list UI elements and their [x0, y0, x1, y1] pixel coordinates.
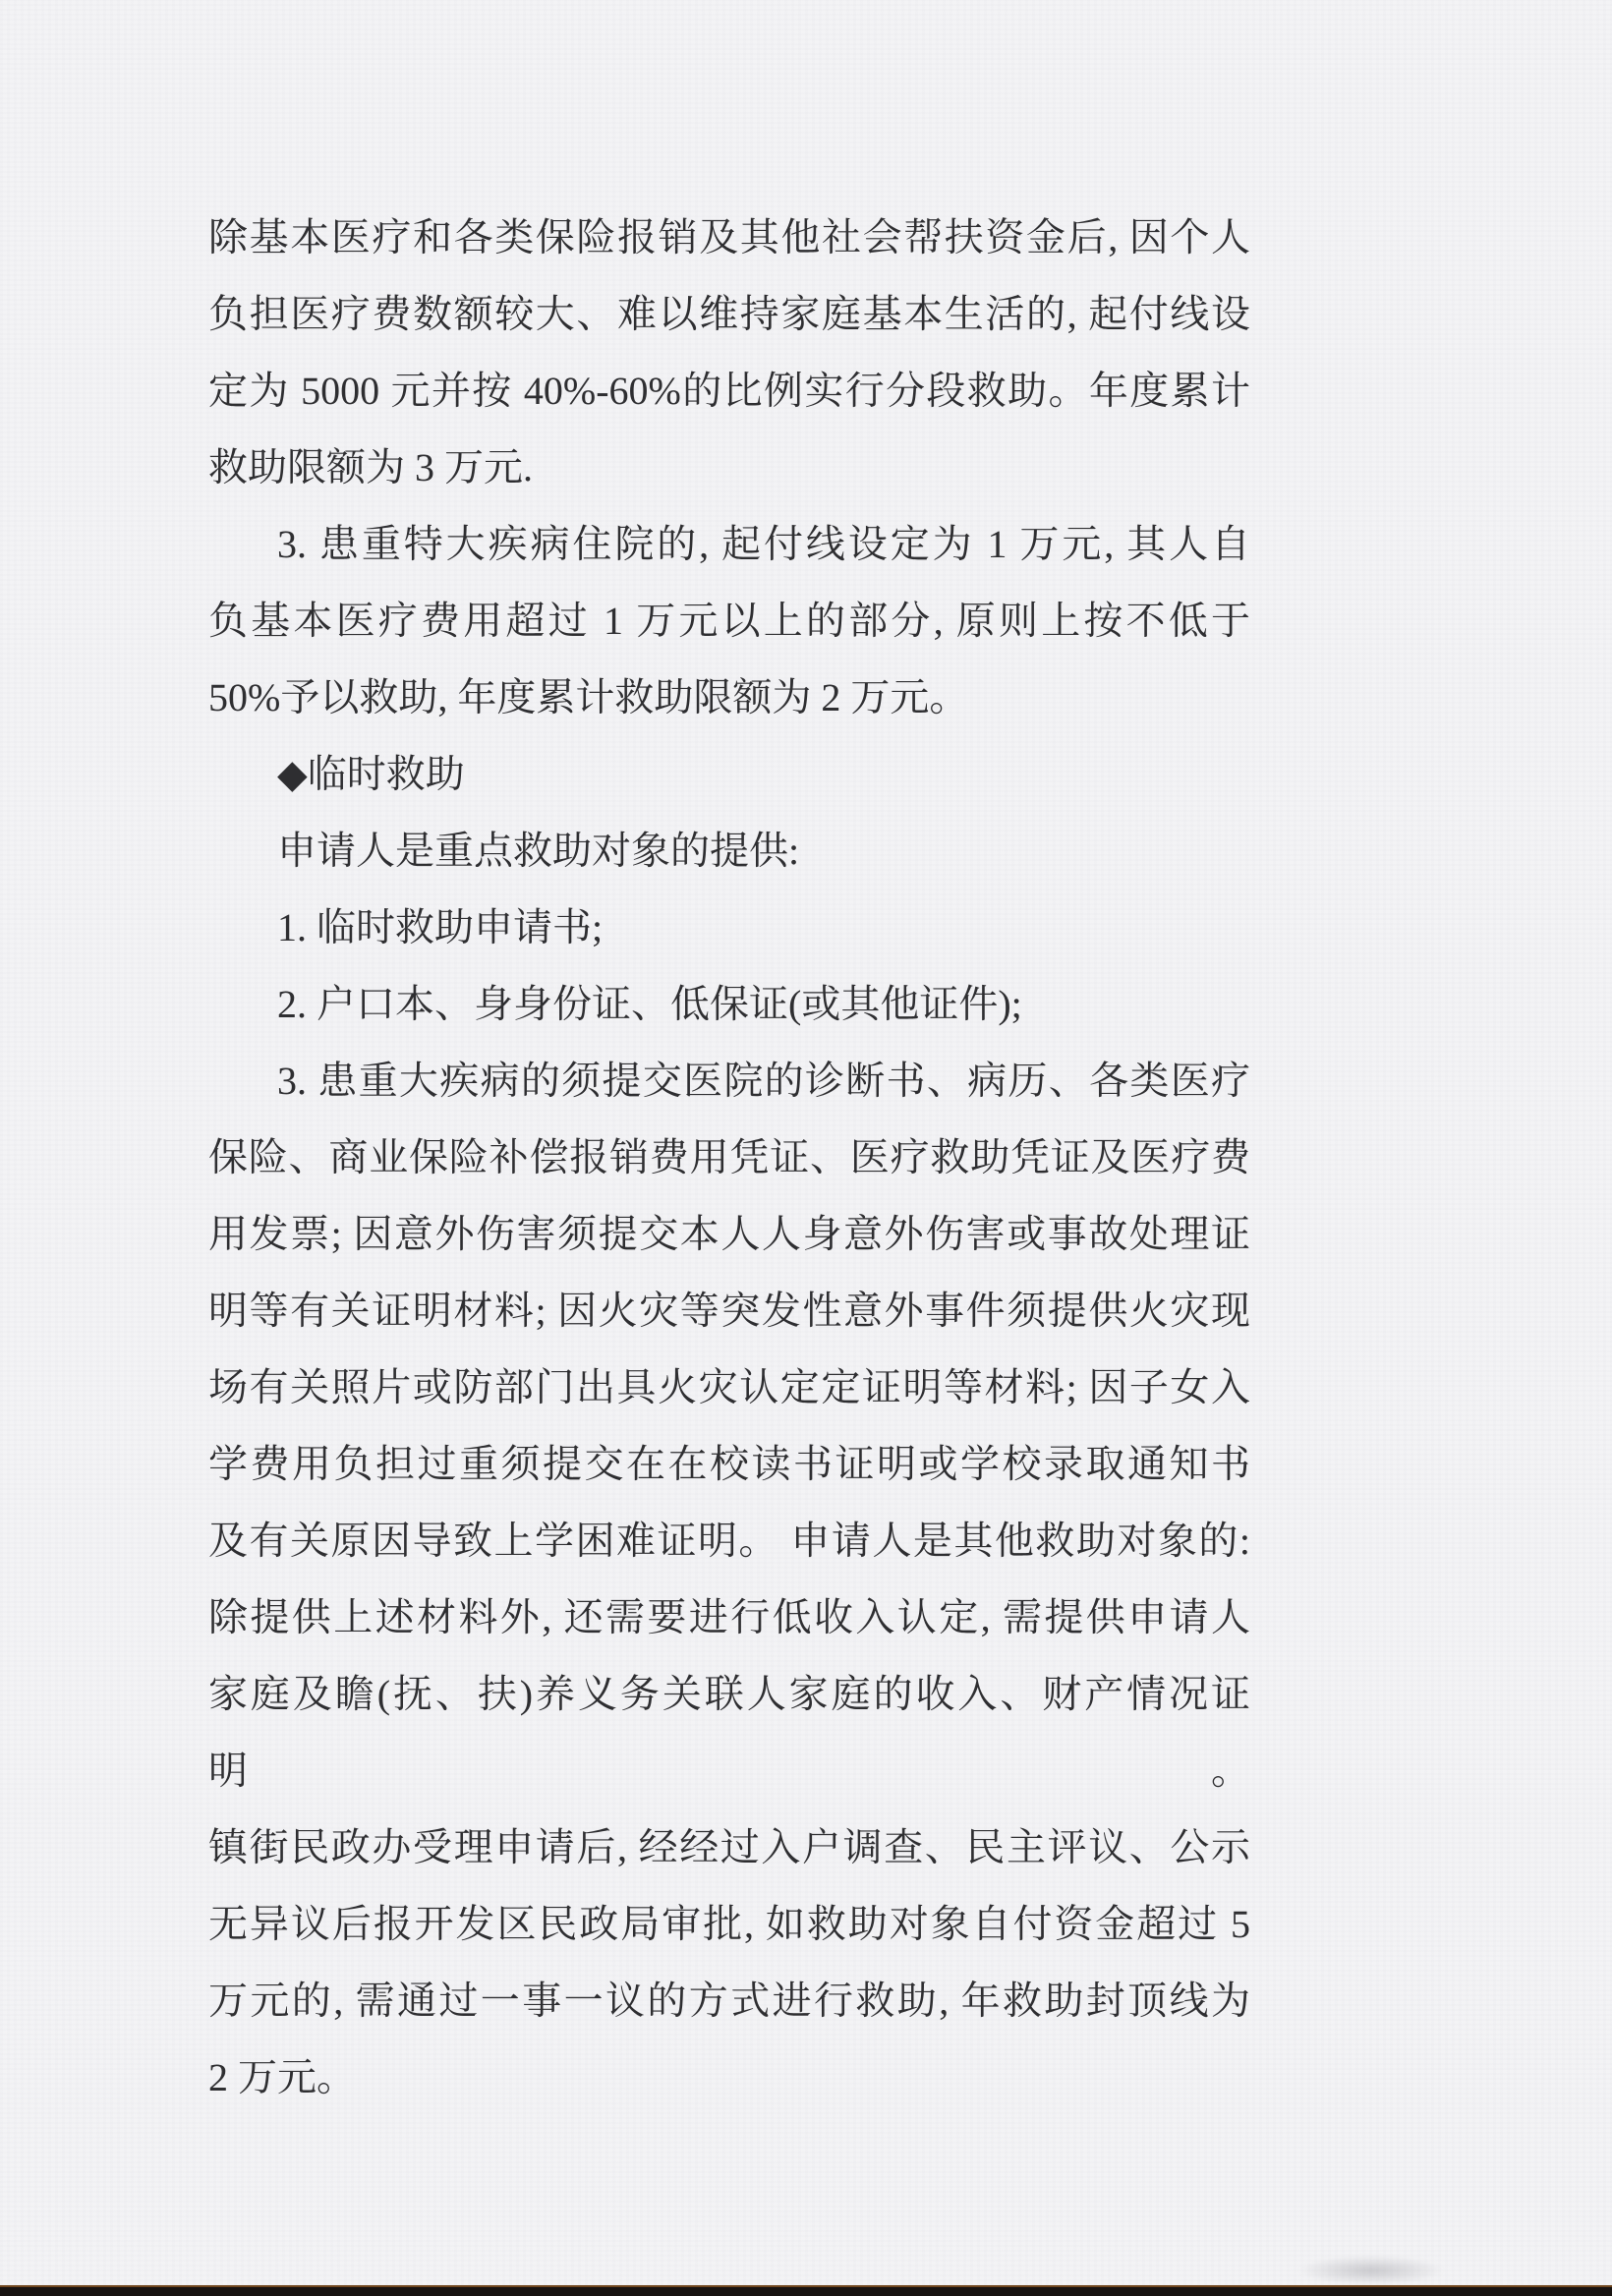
text-line: 场有关照片或防部门出具火灾认定定证明等材料; 因子女入	[208, 1365, 1250, 1409]
text-line: 除提供上述材料外, 还需要进行低收入认定, 需提供申请人	[208, 1595, 1250, 1639]
text-line: 保险、商业保险补偿报销费用凭证、医疗救助凭证及医疗费	[208, 1135, 1250, 1179]
text-line: 除基本医疗和各类保险报销及其他社会帮扶资金后, 因个人	[208, 215, 1250, 259]
text-line: 2 万元。	[208, 2055, 356, 2099]
text-line: 3. 患重特大疾病住院的, 起付线设定为 1 万元, 其人自	[277, 522, 1250, 566]
text-line: 救助限额为 3 万元.	[208, 445, 533, 489]
text-line: 学费用负担过重须提交在在校读书证明或学校录取通知书	[208, 1442, 1250, 1486]
text-line: 定为 5000 元并按 40%-60%的比例实行分段救助。年度累计	[208, 369, 1250, 413]
document-text-block	[208, 200, 1250, 2116]
list-item: 2. 户口本、身身份证、低保证(或其他证件);	[277, 982, 1022, 1026]
list-item: 1. 临时救助申请书;	[277, 905, 604, 949]
text-line: 及有关原因导致上学困难证明。 申请人是其他救助对象的:	[208, 1519, 1250, 1563]
text-line: 无异议后报开发区民政局审批, 如救助对象自付资金超过 5	[208, 1902, 1250, 1946]
section-heading-temporary-assistance: ◆临时救助	[277, 752, 465, 796]
text-line: 用发票; 因意外伤害须提交本人人身意外伤害或事故处理证	[208, 1212, 1250, 1256]
text-line: 申请人是重点救助对象的提供:	[277, 829, 800, 873]
list-item: 3. 患重大疾病的须提交医院的诊断书、病历、各类医疗	[277, 1059, 1250, 1103]
text-line: 负基本医疗费用超过 1 万元以上的部分, 原则上按不低于	[208, 599, 1250, 643]
text-line: 镇街民政办受理申请后, 经经过入户调查、民主评议、公示	[208, 1825, 1250, 1869]
text-line: 家庭及瞻(抚、扶)养义务关联人家庭的收入、财产情况证明。	[208, 1672, 1250, 1793]
text-line: 万元的, 需通过一事一议的方式进行救助, 年救助封顶线为	[208, 1979, 1250, 2023]
scan-smudge-artifact	[1297, 2256, 1445, 2285]
text-line: 明等有关证明材料; 因火灾等突发性意外事件须提供火灾现	[208, 1289, 1250, 1333]
scan-edge-artifact	[0, 2285, 1612, 2296]
text-line: 50%予以救助, 年度累计救助限额为 2 万元。	[208, 675, 969, 719]
text-line: 负担医疗费数额较大、难以维持家庭基本生活的, 起付线设	[208, 292, 1250, 336]
